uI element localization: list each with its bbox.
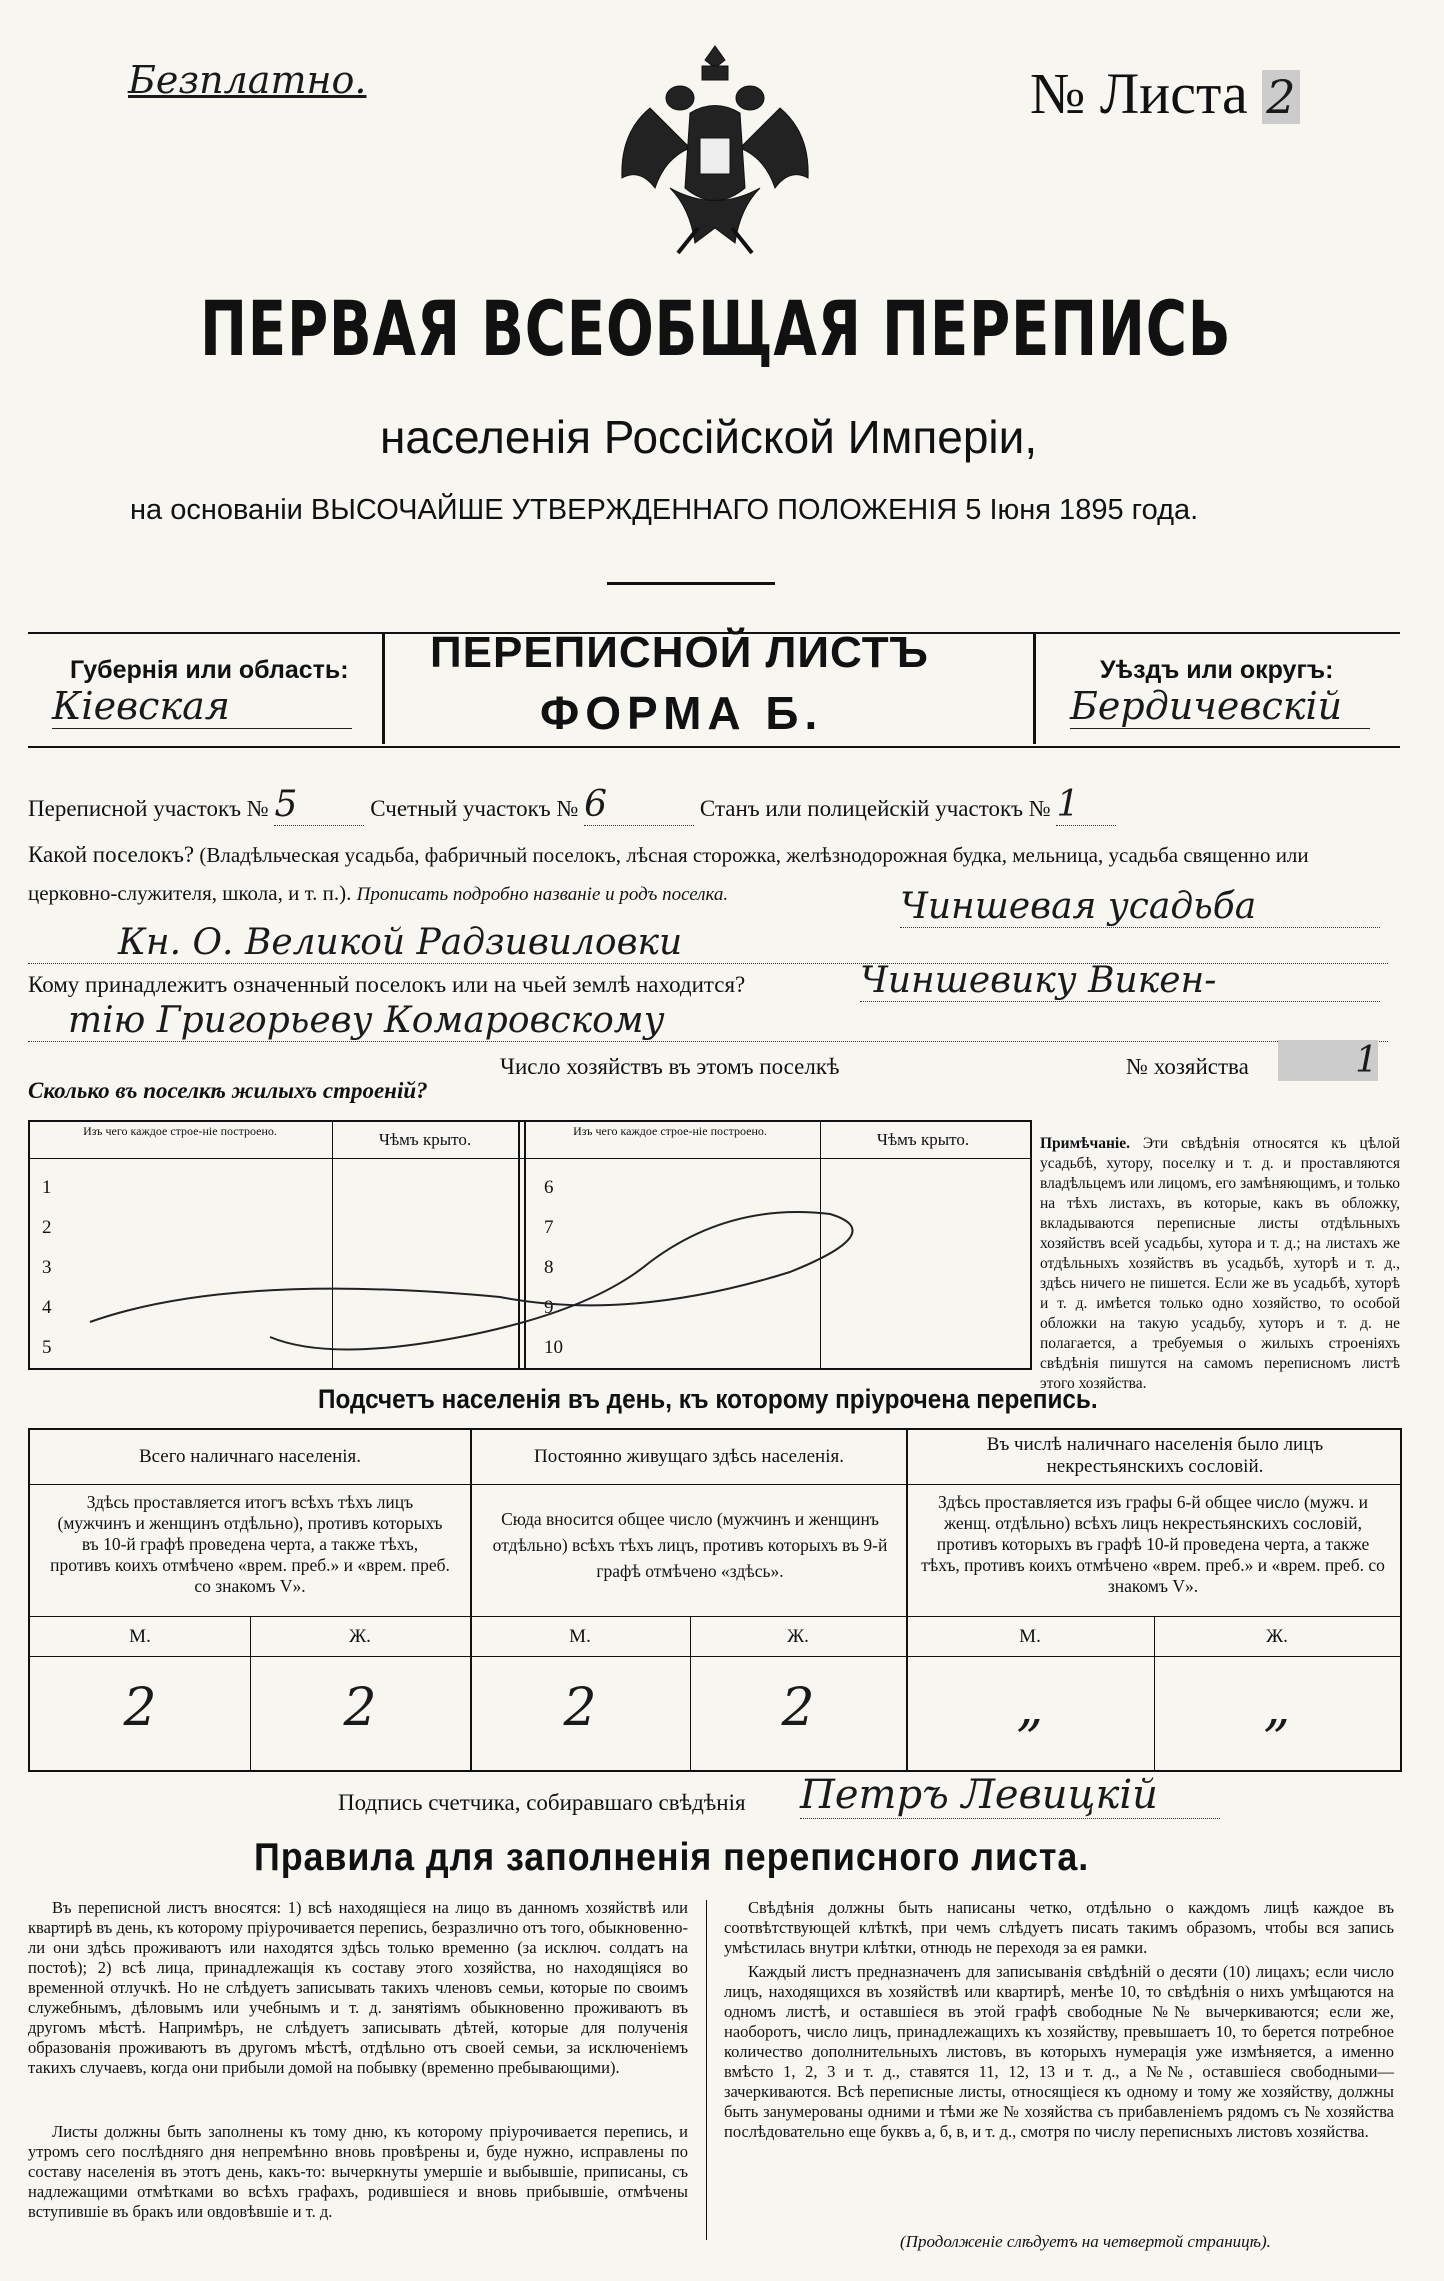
owner-answer-1: Чиншевику Викен-	[860, 960, 1380, 1002]
row-number: 2	[42, 1217, 52, 1238]
count-f-3: Ж.	[1266, 1626, 1288, 1647]
count-value: 2	[123, 1678, 157, 1738]
district-value: Бердичевскій	[1070, 684, 1370, 729]
households-label: Число хозяйствъ въ этомъ поселкѣ	[500, 1054, 840, 1079]
count-value: 2	[781, 1678, 815, 1738]
count-col2-text: Сюда вносится общее число (мужчинъ и женщинъ отдѣльно) всѣхъ тѣхъ лицъ, противъ которыхъ въ 9-й графѣ отмѣчено «здѣсь».	[492, 1509, 888, 1581]
household-number-label: № хозяйства	[1126, 1054, 1249, 1079]
row-number: 7	[544, 1217, 554, 1238]
rules-right-p1: Свѣдѣнія должны быть написаны четко, отдѣльно о каждомъ лицѣ каждое въ соотвѣтствующей клѣткѣ, при чемъ слѣдуетъ писать такимъ образомъ, чтобы вся запись умѣстилась внутри клѣтки, отнюдь не переходя за ея рамки.	[724, 1898, 1394, 1957]
police-plot-label: Станъ или полицейскій участокъ №	[699, 796, 1051, 821]
rules-left-p1: Въ переписной листъ вносятся: 1) всѣ находящіеся на лицо въ данномъ хозяйствѣ или квартирѣ въ день, къ которому пріурочивается перепись, безразлично отъ того, обыкновенно-ли они здѣсь проживаютъ или находятся здѣсь только временно (за исключ. солдатъ на постоѣ); 2) всѣ лица, принадлежащія къ составу этого хозяйства, но находящіяся во временной отлучкѣ. Но не слѣдуетъ записывать такихъ членовъ семьи, которые по своимъ служебнымъ, дѣловымъ или учебнымъ и т. д. занятіямъ обыкновенно проживаютъ въ другомъ мѣстѣ. Напримѣръ, не слѣдуетъ записывать дѣтей, которые для полученія образованія проживаютъ въ другомъ мѣстѣ, отдѣльно отъ своей семьи, за исключеніемъ такихъ случаевъ, когда они прибыли домой на побывку (временно пребывающими).	[28, 1898, 688, 2077]
count-plot-label: Счетный участокъ №	[370, 796, 579, 821]
police-plot-value: 1	[1056, 784, 1116, 826]
note-block	[1040, 1134, 1400, 1394]
count-table	[28, 1428, 1402, 1772]
note-head: Примѣчаніе.	[1040, 1135, 1130, 1152]
count-f-2: Ж.	[787, 1626, 809, 1647]
owner-answer-2: тію Григорьеву Комаровскому	[28, 1000, 1388, 1042]
count-col1-head: Всего наличнаго населенія.	[138, 1446, 362, 1467]
rules-heading: Правила для заполненія переписного листа.	[254, 1836, 1090, 1879]
count-plot-value: 6	[584, 784, 694, 826]
settlement-question: Какой поселокъ?	[28, 842, 195, 867]
sheet-title: ПЕРЕПИСНОЙ ЛИСТЪ	[430, 628, 929, 677]
col-roof-right: Чѣмъ крыто.	[876, 1130, 970, 1149]
province-value: Кіевская	[52, 684, 352, 729]
note-text: Эти свѣдѣнія относятся къ цѣлой усадьбѣ, хутору, поселку и т. д. и проставляются владѣльцемъ или лицомъ, его замѣняющимъ, и только на тѣхъ листахъ, въ которые, какъ въ обложку, вкладываются переписные листы отдѣльныхъ хозяйствъ всей усадьбы, хутора и т. д.; на листахъ же отдѣльныхъ хозяйствъ въ усадьбѣ, хуторѣ и т. д., здѣсь ничего не пишется. Если же въ усадьбѣ, хуторѣ и т. д. имѣется только одно хозяйство, то особой обложки на такую усадьбу, хуторъ и т. д. не полагается, а требуемыя о жилыхъ строеніяхъ свѣдѣнія пишутся на самомъ переписномъ листѣ этого хозяйства.	[1040, 1135, 1401, 1392]
row-number: 3	[42, 1257, 52, 1278]
row-number: 9	[544, 1297, 554, 1318]
subtitle: населенія Россійской Имперіи,	[380, 411, 1038, 463]
divider	[607, 582, 775, 585]
rules-continued: (Продолженіе слѣдуетъ на четвертой страницѣ).	[900, 2232, 1271, 2251]
count-f-1: Ж.	[349, 1626, 371, 1647]
count-m-2: М.	[569, 1626, 591, 1647]
household-number-value: 1	[1278, 1040, 1378, 1081]
row-number: 1	[42, 1177, 52, 1198]
signature-label: Подпись счетчика, собиравшаго свѣдѣнія	[338, 1790, 746, 1815]
count-col1-text: Здѣсь проставляется итогъ всѣхъ тѣхъ лицъ (мужчинъ и женщинъ отдѣльно), противъ которыхъ въ 10-й графѣ проведена черта, а также тѣхъ, противъ коихъ отмѣчено «врем. преб.» и «врем. преб. со знакомъ V».	[50, 1492, 450, 1596]
form-label: ФОРМА Б.	[540, 687, 824, 739]
strike-through-scribble	[30, 1122, 1030, 1368]
col-material-right: Изъ чего каждое строе-ніе построено.	[573, 1124, 767, 1138]
count-col3-text: Здѣсь проставляется изъ графы 6-й общее число (мужч. и женщ. отдѣльно) всѣхъ лицъ некрестьянскихъ сословій, противъ которыхъ въ графѣ 10-й проведена черта, а также тѣхъ, противъ коихъ отмѣчено «врем. преб.» и «врем. преб. со знакомъ V».	[921, 1492, 1385, 1596]
row-number: 8	[544, 1257, 554, 1278]
settlement-answer-1: Чиншевая усадьба	[900, 886, 1380, 928]
rules-left-p2: Листы должны быть заполнены къ тому дню, къ которому пріурочивается перепись, и утромъ сего послѣдняго дня непремѣнно вновь провѣрены и, буде нужно, исправлены по составу населенія въ этотъ день, какъ-то: вычеркнуты умершіе и выбывшіе, приписаны, съ надлежащими отмѣтками во всѣхъ графахъ, родившіеся и вновь прибывшіе, отмѣчены вступившіе въ бракъ или овдовѣвшіе и т. д.	[28, 2122, 688, 2221]
count-heading: Подсчетъ населенія въ день, къ которому пріурочена перепись.	[318, 1384, 1098, 1414]
row-number: 5	[42, 1337, 52, 1358]
settlement-answer-2: Кн. О. Великой Радзивиловки	[28, 922, 1388, 964]
sheet-number-label: № Листа	[1030, 61, 1248, 126]
main-title: ПЕРВАЯ ВСЕОБЩАЯ ПЕРЕПИСЬ	[200, 284, 1232, 373]
count-col2-head: Постоянно живущаго здѣсь населенія.	[534, 1446, 844, 1467]
province-label: Губернія или область:	[70, 656, 349, 684]
count-value: „	[1263, 1678, 1291, 1738]
col-roof-left: Чѣмъ крыто.	[378, 1130, 472, 1149]
row-number: 4	[42, 1297, 52, 1318]
row-number: 10	[544, 1337, 563, 1358]
settlement-instruction: Прописать подробно названіе и родъ поселка.	[356, 884, 729, 905]
basis-line: на основаніи ВЫСОЧАЙШЕ УТВЕРЖДЕННАГО ПОЛОЖЕНІЯ 5 Іюня 1895 года.	[130, 494, 1199, 526]
plots-line	[28, 784, 1116, 826]
buildings-table	[28, 1120, 1032, 1370]
sheet-number-value: 2	[1262, 70, 1299, 124]
district-label: Уѣздъ или округъ:	[1100, 656, 1334, 684]
count-col3-head: Въ числѣ наличнаго населенія было лицъ некрестьянскихъ сословій.	[986, 1434, 1324, 1477]
col-material-left: Изъ чего каждое строе-ніе построено.	[83, 1124, 277, 1138]
eagle-emblem-icon	[610, 38, 820, 268]
count-value: 2	[563, 1678, 597, 1738]
settlement-hint: (Владѣльческая усадьба, фабричный поселокъ, лѣсная сторожка, желѣзнодорожная будка, мельница, усадьба священно или церковно-служителя, школа, и т. п.).	[28, 843, 1309, 905]
census-plot-label: Переписной участокъ №	[28, 796, 269, 821]
count-m-1: М.	[129, 1626, 151, 1647]
rules-right-p2: Каждый листъ предназначенъ для записыванія свѣдѣній о десяти (10) лицахъ; если число лицъ, находящихся въ хозяйствѣ или квартирѣ, менѣе 10, то свѣдѣнія о нихъ умѣщаются на одномъ листѣ, и оставшіеся въ этой графѣ свободные №№ вычеркиваются; если же, наоборотъ, число лицъ, принадлежащихъ къ хозяйству, превышаетъ 10, то берется потребное количество дополнительныхъ листовъ, въ которыхъ нумерація уже измѣняется, а именно вмѣсто 1, 2, 3 и т. д., ставятся 11, 12, 13 и т. д., а №№, оставшіеся свободными—зачеркиваются. Всѣ переписные листы, относящіеся къ одному и тому же хозяйству, должны быть занумерованы одними и тѣми же № хозяйства съ прибавленіемъ рядомъ съ № хозяйства послѣдовательно еще буквъ а, б, в, и т. д., смотря по числу переписныхъ листовъ хозяйства.	[724, 1962, 1394, 2141]
signature-value: Петръ Левицкій	[800, 1772, 1220, 1819]
count-m-3: М.	[1019, 1626, 1041, 1647]
row-number: 6	[544, 1177, 554, 1198]
buildings-question: Сколько въ поселкѣ жилыхъ строеній?	[28, 1078, 428, 1103]
census-plot-value: 5	[274, 784, 364, 826]
count-value: „	[1016, 1678, 1044, 1738]
free-label: Безплатно.	[128, 58, 367, 102]
sheet-number	[1030, 60, 1300, 127]
owner-question: Кому принадлежитъ означенный поселокъ или на чьей землѣ находится?	[28, 972, 746, 997]
count-value: 2	[343, 1678, 377, 1738]
